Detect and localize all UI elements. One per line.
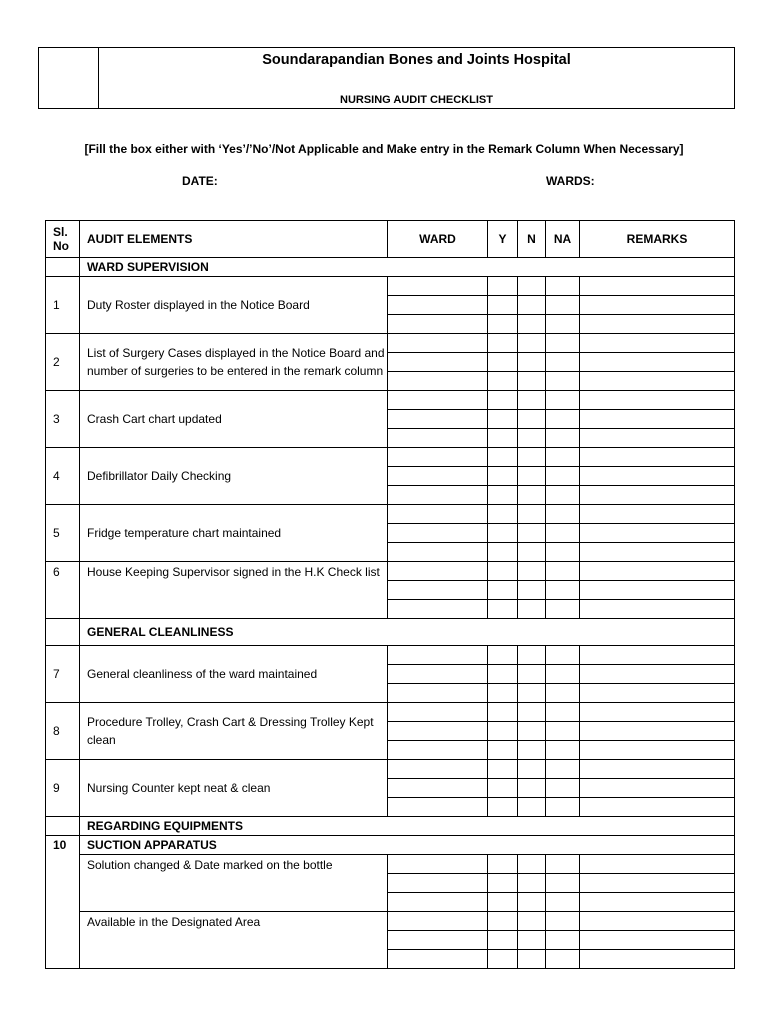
table-row — [46, 562, 735, 581]
table-row — [46, 505, 735, 524]
item-sl: 10 — [46, 836, 80, 969]
section-ward-supervision: WARD SUPERVISION — [80, 258, 735, 277]
n-cell[interactable] — [518, 353, 546, 372]
na-cell[interactable] — [546, 722, 580, 741]
y-cell[interactable] — [488, 874, 518, 893]
item-text: Procedure Trolley, Crash Cart & Dressing Trolley Kept clean — [80, 703, 388, 760]
n-cell[interactable] — [518, 581, 546, 600]
y-cell[interactable] — [488, 931, 518, 950]
n-cell[interactable] — [518, 467, 546, 486]
instruction-text: [Fill the box either with ‘Yes’/’No’/Not Applicable and Make entry in the Remark Column When Necessary] — [84, 142, 684, 156]
remarks-cell[interactable] — [580, 543, 735, 562]
remarks-cell[interactable] — [580, 684, 735, 703]
item-text: Duty Roster displayed in the Notice Board — [80, 277, 388, 334]
n-cell[interactable] — [518, 372, 546, 391]
na-cell[interactable] — [546, 315, 580, 334]
item-text: Fridge temperature chart maintained — [80, 505, 388, 562]
ward-cell[interactable] — [388, 779, 488, 798]
ward-cell[interactable] — [388, 486, 488, 505]
remarks-cell[interactable] — [580, 467, 735, 486]
n-cell[interactable] — [518, 296, 546, 315]
item-sl: 2 — [46, 334, 80, 391]
ward-cell[interactable] — [388, 912, 488, 931]
ward-cell[interactable] — [388, 741, 488, 760]
na-cell[interactable] — [546, 950, 580, 969]
section-row — [46, 836, 735, 855]
na-cell[interactable] — [546, 581, 580, 600]
item-sl: 5 — [46, 505, 80, 562]
ward-cell[interactable] — [388, 722, 488, 741]
section-row — [46, 619, 735, 646]
remarks-cell[interactable] — [580, 741, 735, 760]
ward-cell[interactable] — [388, 315, 488, 334]
ward-cell[interactable] — [388, 391, 488, 410]
empty-cell — [46, 619, 80, 646]
y-cell[interactable] — [488, 855, 518, 874]
remarks-cell[interactable] — [580, 912, 735, 931]
na-cell[interactable] — [546, 429, 580, 448]
audit-table — [45, 220, 735, 969]
ward-cell[interactable] — [388, 665, 488, 684]
remarks-cell[interactable] — [580, 779, 735, 798]
y-cell[interactable] — [488, 429, 518, 448]
remarks-cell[interactable] — [580, 505, 735, 524]
ward-cell[interactable] — [388, 684, 488, 703]
remarks-cell[interactable] — [580, 722, 735, 741]
remarks-cell[interactable] — [580, 703, 735, 722]
n-cell[interactable] — [518, 684, 546, 703]
item-sl: 6 — [46, 562, 80, 619]
header-box — [38, 47, 735, 109]
col-header-sl: Sl. No — [46, 221, 80, 258]
remarks-cell[interactable] — [580, 665, 735, 684]
col-header-remarks: REMARKS — [580, 221, 735, 258]
y-cell[interactable] — [488, 950, 518, 969]
n-cell[interactable] — [518, 931, 546, 950]
na-cell[interactable] — [546, 600, 580, 619]
y-cell[interactable] — [488, 703, 518, 722]
na-cell[interactable] — [546, 505, 580, 524]
table-row — [46, 646, 735, 665]
ward-cell[interactable] — [388, 703, 488, 722]
na-cell[interactable] — [546, 334, 580, 353]
item-text: House Keeping Supervisor signed in the H.K Check list — [80, 562, 388, 619]
na-cell[interactable] — [546, 855, 580, 874]
na-cell[interactable] — [546, 296, 580, 315]
ward-cell[interactable] — [388, 353, 488, 372]
item-sl: 1 — [46, 277, 80, 334]
y-cell[interactable] — [488, 543, 518, 562]
ward-cell[interactable] — [388, 931, 488, 950]
y-cell[interactable] — [488, 467, 518, 486]
n-cell[interactable] — [518, 429, 546, 448]
na-cell[interactable] — [546, 391, 580, 410]
y-cell[interactable] — [488, 524, 518, 543]
ward-cell[interactable] — [388, 543, 488, 562]
y-cell[interactable] — [488, 315, 518, 334]
y-cell[interactable] — [488, 562, 518, 581]
y-cell[interactable] — [488, 779, 518, 798]
remarks-cell[interactable] — [580, 429, 735, 448]
na-cell[interactable] — [546, 277, 580, 296]
section-regarding-equipments: REGARDING EQUIPMENTS — [80, 817, 735, 836]
y-cell[interactable] — [488, 646, 518, 665]
date-label: DATE: — [182, 174, 218, 188]
y-cell[interactable] — [488, 665, 518, 684]
col-header-ward: WARD — [388, 221, 488, 258]
ward-cell[interactable] — [388, 855, 488, 874]
n-cell[interactable] — [518, 798, 546, 817]
na-cell[interactable] — [546, 524, 580, 543]
table-row — [46, 855, 735, 874]
ward-cell[interactable] — [388, 893, 488, 912]
y-cell[interactable] — [488, 798, 518, 817]
remarks-cell[interactable] — [580, 893, 735, 912]
ward-cell[interactable] — [388, 448, 488, 467]
wards-label: WARDS: — [546, 174, 595, 188]
na-cell[interactable] — [546, 665, 580, 684]
empty-cell — [46, 817, 80, 836]
ward-cell[interactable] — [388, 467, 488, 486]
y-cell[interactable] — [488, 581, 518, 600]
ward-cell[interactable] — [388, 646, 488, 665]
table-row — [46, 448, 735, 467]
na-cell[interactable] — [546, 410, 580, 429]
ward-cell[interactable] — [388, 372, 488, 391]
empty-cell — [46, 258, 80, 277]
n-cell[interactable] — [518, 505, 546, 524]
remarks-cell[interactable] — [580, 646, 735, 665]
y-cell[interactable] — [488, 600, 518, 619]
ward-cell[interactable] — [388, 950, 488, 969]
n-cell[interactable] — [518, 646, 546, 665]
n-cell[interactable] — [518, 524, 546, 543]
remarks-cell[interactable] — [580, 855, 735, 874]
na-cell[interactable] — [546, 874, 580, 893]
remarks-cell[interactable] — [580, 296, 735, 315]
ward-cell[interactable] — [388, 334, 488, 353]
remarks-cell[interactable] — [580, 931, 735, 950]
n-cell[interactable] — [518, 760, 546, 779]
item-sl: 4 — [46, 448, 80, 505]
ward-cell[interactable] — [388, 600, 488, 619]
ward-cell[interactable] — [388, 798, 488, 817]
na-cell[interactable] — [546, 703, 580, 722]
na-cell[interactable] — [546, 353, 580, 372]
item-text: List of Surgery Cases displayed in the Notice Board and number of surgeries to be entered in the remark column — [80, 334, 388, 391]
n-cell[interactable] — [518, 410, 546, 429]
n-cell[interactable] — [518, 779, 546, 798]
remarks-cell[interactable] — [580, 334, 735, 353]
table-row — [46, 912, 735, 931]
y-cell[interactable] — [488, 391, 518, 410]
remarks-cell[interactable] — [580, 410, 735, 429]
ward-cell[interactable] — [388, 505, 488, 524]
na-cell[interactable] — [546, 543, 580, 562]
hospital-name: Soundarapandian Bones and Joints Hospital — [262, 52, 571, 68]
n-cell[interactable] — [518, 855, 546, 874]
na-cell[interactable] — [546, 779, 580, 798]
form-title: NURSING AUDIT CHECKLIST — [340, 94, 493, 106]
na-cell[interactable] — [546, 467, 580, 486]
y-cell[interactable] — [488, 760, 518, 779]
ward-cell[interactable] — [388, 760, 488, 779]
remarks-cell[interactable] — [580, 315, 735, 334]
y-cell[interactable] — [488, 372, 518, 391]
n-cell[interactable] — [518, 741, 546, 760]
ward-cell[interactable] — [388, 562, 488, 581]
item-sl: 9 — [46, 760, 80, 817]
y-cell[interactable] — [488, 505, 518, 524]
ward-cell[interactable] — [388, 581, 488, 600]
section-general-cleanliness: GENERAL CLEANLINESS — [80, 619, 735, 646]
na-cell[interactable] — [546, 486, 580, 505]
n-cell[interactable] — [518, 703, 546, 722]
ward-cell[interactable] — [388, 296, 488, 315]
y-cell[interactable] — [488, 722, 518, 741]
item-sl: 8 — [46, 703, 80, 760]
n-cell[interactable] — [518, 893, 546, 912]
na-cell[interactable] — [546, 562, 580, 581]
y-cell[interactable] — [488, 893, 518, 912]
y-cell[interactable] — [488, 410, 518, 429]
na-cell[interactable] — [546, 372, 580, 391]
na-cell[interactable] — [546, 893, 580, 912]
table-row — [46, 703, 735, 722]
n-cell[interactable] — [518, 543, 546, 562]
ward-cell[interactable] — [388, 524, 488, 543]
ward-cell[interactable] — [388, 277, 488, 296]
na-cell[interactable] — [546, 448, 580, 467]
n-cell[interactable] — [518, 277, 546, 296]
section-suction-apparatus: SUCTION APPARATUS — [80, 836, 735, 855]
y-cell[interactable] — [488, 296, 518, 315]
ward-cell[interactable] — [388, 874, 488, 893]
y-cell[interactable] — [488, 741, 518, 760]
logo-cell — [39, 48, 99, 108]
y-cell[interactable] — [488, 486, 518, 505]
col-header-elements: AUDIT ELEMENTS — [80, 221, 388, 258]
table-row — [46, 760, 735, 779]
remarks-cell[interactable] — [580, 600, 735, 619]
remarks-cell[interactable] — [580, 277, 735, 296]
section-row — [46, 258, 735, 277]
remarks-cell[interactable] — [580, 562, 735, 581]
n-cell[interactable] — [518, 722, 546, 741]
n-cell[interactable] — [518, 912, 546, 931]
n-cell[interactable] — [518, 486, 546, 505]
n-cell[interactable] — [518, 391, 546, 410]
ward-cell[interactable] — [388, 410, 488, 429]
y-cell[interactable] — [488, 448, 518, 467]
section-row — [46, 817, 735, 836]
remarks-cell[interactable] — [580, 486, 735, 505]
na-cell[interactable] — [546, 741, 580, 760]
table-row — [46, 391, 735, 410]
remarks-cell[interactable] — [580, 950, 735, 969]
remarks-cell[interactable] — [580, 353, 735, 372]
n-cell[interactable] — [518, 315, 546, 334]
item-sl: 7 — [46, 646, 80, 703]
y-cell[interactable] — [488, 353, 518, 372]
remarks-cell[interactable] — [580, 448, 735, 467]
col-header-na: NA — [546, 221, 580, 258]
n-cell[interactable] — [518, 562, 546, 581]
item-text: General cleanliness of the ward maintained — [80, 646, 388, 703]
na-cell[interactable] — [546, 912, 580, 931]
remarks-cell[interactable] — [580, 372, 735, 391]
y-cell[interactable] — [488, 277, 518, 296]
y-cell[interactable] — [488, 912, 518, 931]
item-text: Solution changed & Date marked on the bottle — [80, 855, 388, 912]
y-cell[interactable] — [488, 334, 518, 353]
remarks-cell[interactable] — [580, 760, 735, 779]
n-cell[interactable] — [518, 448, 546, 467]
remarks-cell[interactable] — [580, 874, 735, 893]
item-text: Defibrillator Daily Checking — [80, 448, 388, 505]
n-cell[interactable] — [518, 874, 546, 893]
ward-cell[interactable] — [388, 429, 488, 448]
n-cell[interactable] — [518, 665, 546, 684]
table-row — [46, 334, 735, 353]
na-cell[interactable] — [546, 646, 580, 665]
remarks-cell[interactable] — [580, 798, 735, 817]
table-header-row — [46, 221, 735, 258]
remarks-cell[interactable] — [580, 391, 735, 410]
na-cell[interactable] — [546, 798, 580, 817]
table-row — [46, 277, 735, 296]
remarks-cell[interactable] — [580, 524, 735, 543]
n-cell[interactable] — [518, 600, 546, 619]
remarks-cell[interactable] — [580, 581, 735, 600]
item-text: Nursing Counter kept neat & clean — [80, 760, 388, 817]
col-header-y: Y — [488, 221, 518, 258]
item-sl: 3 — [46, 391, 80, 448]
na-cell[interactable] — [546, 684, 580, 703]
n-cell[interactable] — [518, 334, 546, 353]
y-cell[interactable] — [488, 684, 518, 703]
item-text: Available in the Designated Area — [80, 912, 388, 969]
item-text: Crash Cart chart updated — [80, 391, 388, 448]
n-cell[interactable] — [518, 950, 546, 969]
col-header-n: N — [518, 221, 546, 258]
na-cell[interactable] — [546, 931, 580, 950]
na-cell[interactable] — [546, 760, 580, 779]
